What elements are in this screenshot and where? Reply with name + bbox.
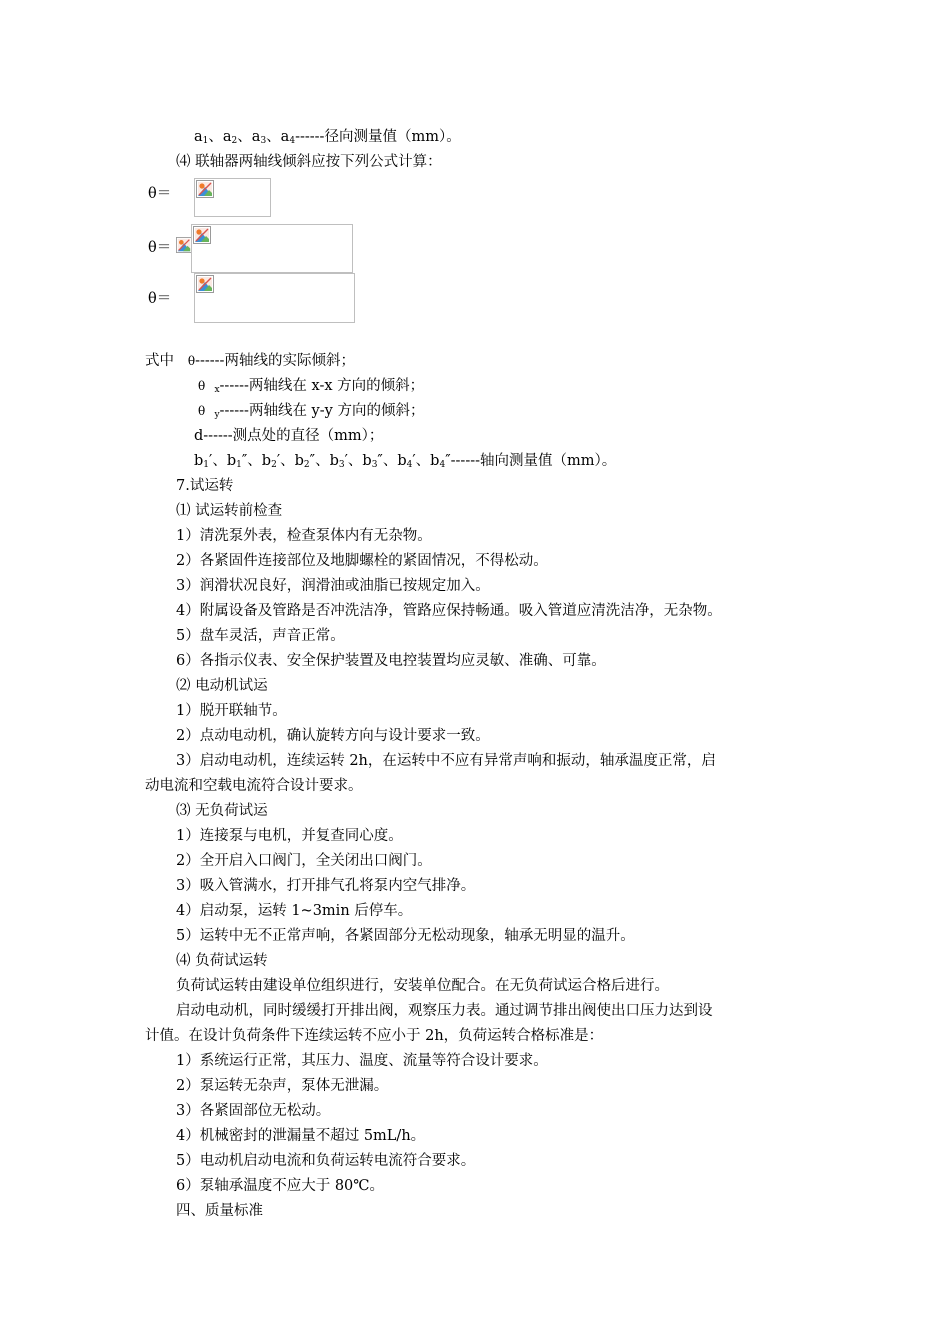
subscript: 3 — [338, 460, 345, 470]
prime-mark: ″ — [309, 453, 316, 469]
var-b: b — [329, 453, 339, 469]
list-item: 2）泵运转无杂声，泵体无泄漏。 — [176, 1078, 389, 1094]
broken-image-icon — [193, 226, 211, 244]
var-a3: a — [251, 129, 261, 145]
legend-theta — [145, 351, 355, 371]
legend-theta-x — [198, 376, 424, 400]
list-item: 6）各指示仪表、安全保护装置及电控装置均应灵敏、准确、可靠。 — [176, 653, 606, 669]
var-b: b — [362, 453, 372, 469]
formula-1-label: θ＝ — [148, 186, 172, 202]
subscript: 2 — [303, 460, 310, 470]
theta-symbol: θ — [198, 404, 206, 418]
prime-mark: ′ — [276, 453, 281, 469]
list-item: 5）盘车灵活，声音正常。 — [176, 628, 345, 644]
subscript: 4 — [406, 460, 413, 470]
list-item: 3）启动电动机，连续运转 2h，在运转中不应有异常声响和振动，轴承温度正常，启 — [176, 753, 716, 769]
separator: 、 — [347, 453, 363, 469]
var-b: b — [261, 453, 272, 469]
list-item: 4）附属设备及管路是否冲洗洁净，管路应保持畅通。吸入管道应清洗洁净，无杂物。 — [176, 603, 722, 619]
axial-measurement-desc: ------轴向测量值（mm）。 — [450, 453, 617, 469]
subheading: ⑴ 试运转前检查 — [176, 503, 283, 519]
formula-3-image — [194, 273, 355, 323]
theta-y-desc: ------两轴线在 y-y 方向的倾斜； — [219, 403, 425, 419]
prime-mark: ″ — [445, 453, 451, 469]
prime-mark: ′ — [209, 453, 213, 469]
subscript: 1 — [236, 460, 242, 470]
subscript: 2 — [271, 460, 277, 470]
subheading: ⑷ 负荷试运转 — [176, 953, 268, 969]
subscript: 1 — [202, 136, 209, 146]
subscript: 1 — [203, 460, 210, 470]
prime-mark: ′ — [412, 453, 416, 469]
subheading: ⑶ 无负荷试运 — [176, 803, 268, 819]
list-item: 5）运转中无不正常声响，各紧固部分无松动现象，轴承无明显的温升。 — [176, 928, 635, 944]
list-item: 5）电动机启动电流和负荷运转电流符合要求。 — [176, 1153, 476, 1169]
list-item: 3）吸入管满水，打开排气孔将泵内空气排净。 — [176, 878, 476, 894]
paragraph: 启动电动机，同时缓缓打开排出阀，观察压力表。通过调节排出阀使出口压力达到设 — [176, 1003, 713, 1019]
subscript: x — [214, 385, 220, 395]
subscript: y — [214, 410, 220, 420]
var-b: b — [430, 453, 440, 469]
theta-symbol: θ — [187, 354, 196, 368]
var-b: b — [194, 453, 204, 469]
formula-3-label: θ＝ — [148, 291, 172, 307]
list-item: 2）各紧固件连接部位及地脚螺栓的紧固情况，不得松动。 — [176, 553, 548, 569]
subscript: 2 — [231, 136, 238, 146]
subheading: ⑵ 电动机试运 — [176, 678, 268, 694]
axial-measurement-line — [194, 451, 616, 475]
section-heading-quality: 四、质量标准 — [176, 1203, 263, 1219]
legend-d: d------测点处的直径（mm）； — [194, 428, 384, 444]
list-item: 1）脱开联轴节。 — [176, 703, 287, 719]
radial-measurement-desc: ------径向测量值（mm）。 — [295, 129, 461, 145]
subscript: 3 — [371, 460, 378, 470]
separator: 、 — [280, 453, 295, 469]
subscript: 4 — [289, 136, 296, 146]
var-b: b — [294, 453, 304, 469]
separator: 、 — [247, 453, 262, 469]
theta-symbol: θ — [198, 379, 206, 393]
list-item-continuation: 动电流和空载电流符合设计要求。 — [145, 778, 363, 794]
separator: 、 — [212, 453, 227, 469]
prime-mark: ′ — [344, 453, 348, 469]
formula-2-image — [191, 224, 353, 273]
legend-prefix: 式中 — [145, 353, 174, 369]
var-a2: a — [222, 129, 232, 145]
radial-measurement-line — [194, 127, 461, 151]
subscript: 3 — [260, 136, 267, 146]
var-a4: a — [280, 129, 290, 145]
list-item: 6）泵轴承温度不应大于 80℃。 — [176, 1178, 385, 1194]
list-item: 1）清洗泵外表，检查泵体内有无杂物。 — [176, 528, 432, 544]
separator: 、 — [237, 129, 252, 145]
section-heading-trial-run: 7.试运转 — [176, 478, 234, 494]
list-item: 2）全开启入口阀门，全关闭出口阀门。 — [176, 853, 432, 869]
broken-image-icon — [196, 275, 214, 293]
formula-1-image — [194, 178, 271, 217]
prime-mark: ″ — [241, 453, 248, 469]
var-a1: a — [194, 129, 203, 145]
var-b: b — [226, 453, 237, 469]
broken-image-icon — [176, 237, 192, 253]
broken-image-icon — [196, 180, 214, 198]
formula-2-label: θ＝ — [148, 240, 172, 256]
subscript: 4 — [439, 460, 446, 470]
theta-x-desc: ------两轴线在 x-x 方向的倾斜； — [219, 378, 425, 394]
separator: 、 — [208, 129, 223, 145]
list-item: 4）机械密封的泄漏量不超过 5mL/h。 — [176, 1128, 426, 1144]
list-item: 1）系统运行正常，其压力、温度、流量等符合设计要求。 — [176, 1053, 548, 1069]
list-item: 2）点动电动机，确认旋转方向与设计要求一致。 — [176, 728, 490, 744]
list-item: 3）润滑状况良好，润滑油或油脂已按规定加入。 — [176, 578, 490, 594]
var-b: b — [397, 453, 407, 469]
separator: 、 — [382, 453, 398, 469]
list-item: 3）各紧固部位无松动。 — [176, 1103, 331, 1119]
separator: 、 — [415, 453, 431, 469]
list-item: 1）连接泵与电机，并复查同心度。 — [176, 828, 403, 844]
legend-theta-y — [198, 401, 424, 425]
theta-desc: ------两轴线的实际倾斜； — [195, 353, 355, 369]
formula-heading: ⑷ 联轴器两轴线倾斜应按下列公式计算： — [176, 154, 442, 170]
paragraph: 负荷试运转由建设单位组织进行，安装单位配合。在无负荷试运合格后进行。 — [176, 978, 669, 994]
separator: 、 — [315, 453, 330, 469]
prime-mark: ″ — [377, 453, 383, 469]
list-item: 4）启动泵，运转 1~3min 后停车。 — [176, 903, 413, 919]
separator: 、 — [266, 129, 281, 145]
paragraph-continuation: 计值。在设计负荷条件下连续运转不应小于 2h，负荷运转合格标准是： — [145, 1028, 604, 1044]
